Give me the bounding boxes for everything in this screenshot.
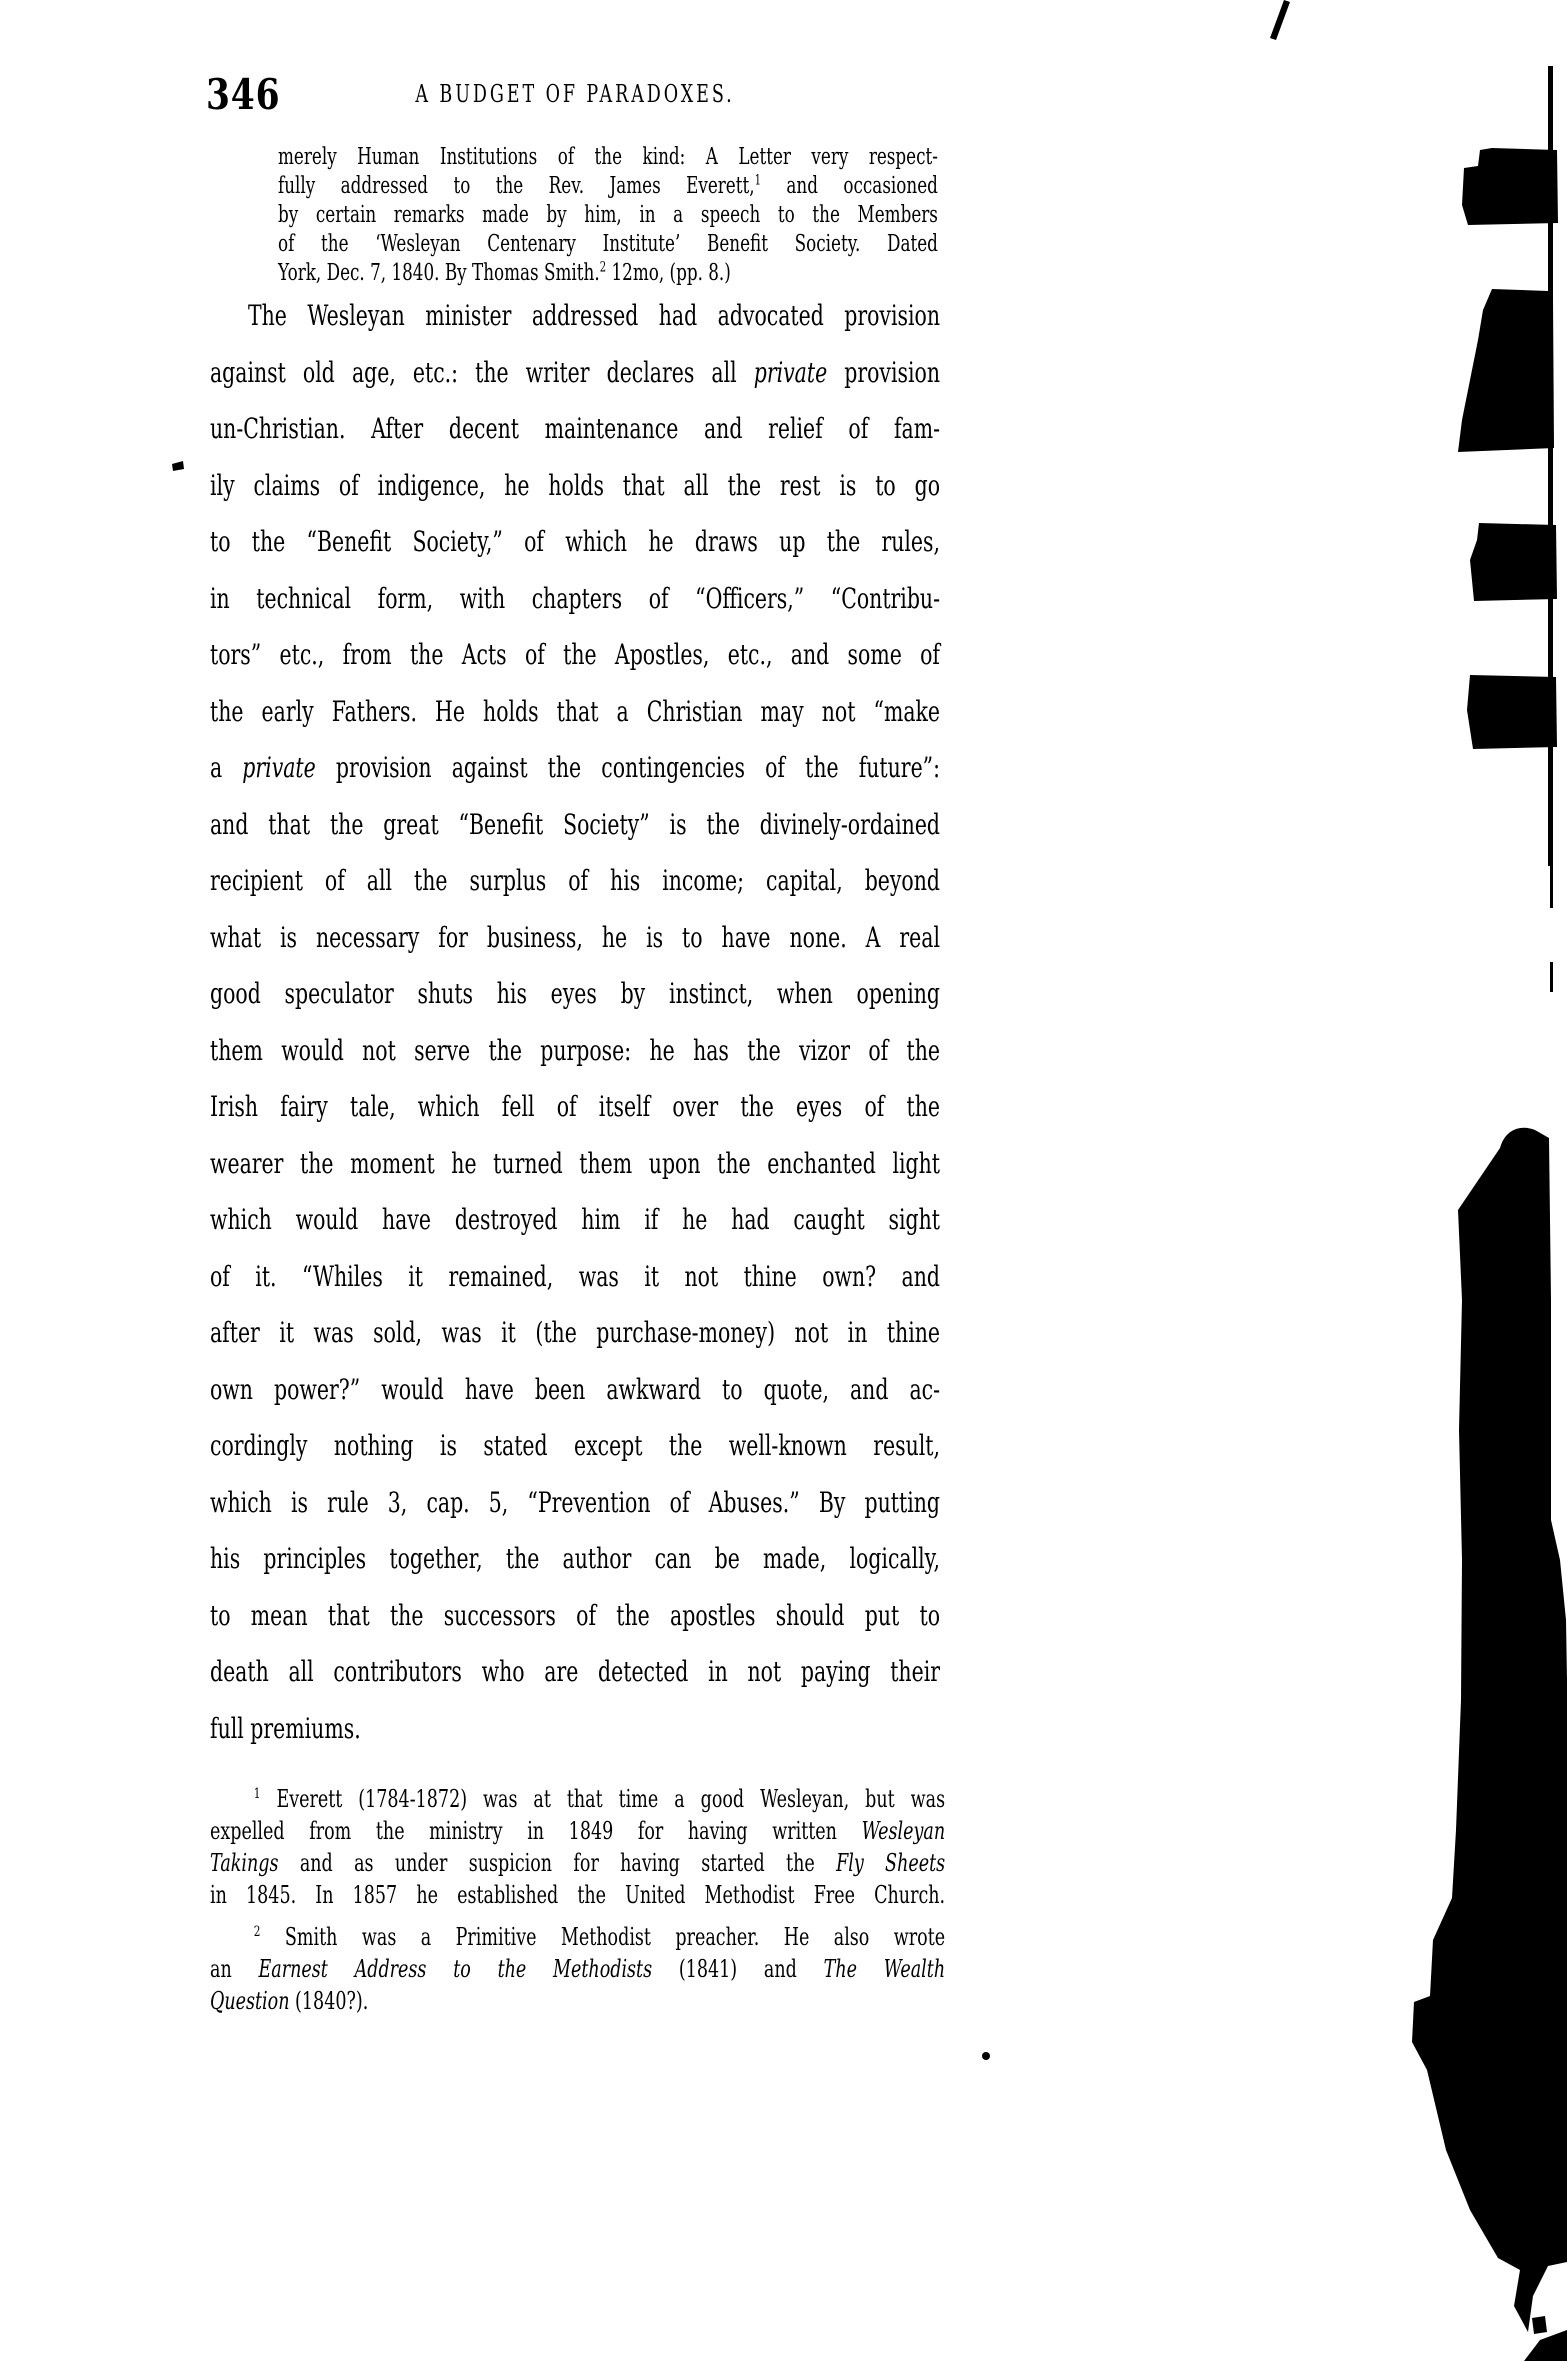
page-number: 346 [206, 70, 281, 119]
ink-corner-bottom [1524, 2330, 1567, 2361]
footnote-line: an Earnest Address to the Methodists (1841) and The Wealth [210, 1955, 946, 1983]
body-line: good speculator shuts his eyes by instinct, when opening [210, 977, 940, 1010]
citation-line: York, Dec. 7, 1840. By Thomas Smith.$^2$ 12mo, (pp. 8.) [278, 259, 731, 286]
body-line: against old age, etc.: the writer declares all private provision [210, 355, 940, 389]
footnote-line: Takings and as under suspicion for having started the Fly Sheets [210, 1849, 946, 1877]
right-edge-line [1548, 66, 1553, 866]
body-line: what is necessary for business, he is to have none. A real [210, 920, 940, 954]
top-slash-mark [1270, 0, 1290, 40]
margin-dash [172, 461, 184, 471]
body-line: to the “Benefit Society,” of which he draws up the rules, [210, 525, 940, 558]
body-line: which would have destroyed him if he had caught sight [210, 1203, 940, 1236]
body-line: after it was sold, was it (the purchase-money) not in thine [210, 1316, 940, 1349]
body-line: in technical form, with chapters of “Officers,” “Contribu- [210, 581, 940, 615]
right-edge-line-tail [1550, 866, 1553, 908]
body-line: The Wesleyan minister addressed had advocated provision [247, 299, 941, 332]
body-line: ily claims of indigence, he holds that all the rest is to go [210, 468, 940, 502]
citation-line: fully addressed to the Rev. James Everett,$^1$ and occasioned [278, 172, 938, 199]
body-line: death all contributors who are detected in not paying their [210, 1655, 940, 1688]
footnote-line: $^1$ Everett (1784-1872) was at that time a good Wesleyan, but was [253, 1785, 946, 1813]
body-paragraph [210, 288, 940, 1757]
right-edge-line-segment [1550, 962, 1553, 992]
stray-dot [982, 2052, 990, 2060]
body-line: un-Christian. After decent maintenance and relief of fam- [210, 412, 940, 445]
ink-blob-2 [1458, 289, 1554, 452]
citation-block [278, 143, 938, 288]
body-line: tors” etc., from the Acts of the Apostles, etc., and some of [210, 638, 940, 671]
ink-blob-3 [1470, 523, 1557, 601]
footnote-1 [210, 1783, 945, 1911]
citation-line: by certain remarks made by him, in a speech to the Members [278, 202, 938, 228]
footnote-line: in 1845. In 1857 he established the United Methodist Free Church. [210, 1881, 946, 1909]
body-line: wearer the moment he turned them upon the enchanted light [210, 1146, 940, 1180]
body-line: which is rule 3, cap. 5, “Prevention of Abuses.” By putting [210, 1485, 940, 1519]
ink-blob-1 [1462, 148, 1558, 225]
footnote-line: expelled from the ministry in 1849 for having written Wesleyan [210, 1817, 946, 1845]
body-line: to mean that the successors of the apostles should put to [210, 1598, 940, 1632]
body-line: full premiums. [210, 1711, 361, 1745]
body-line: recipient of all the surplus of his income; capital, beyond [210, 864, 940, 897]
citation-line: of the ‘Wesleyan Centenary Institute’ Benefit Society. Dated [278, 231, 938, 257]
body-line: cordingly nothing is stated except the well-known result, [210, 1429, 940, 1462]
ink-blob-4 [1467, 675, 1557, 749]
body-line: the early Fathers. He holds that a Christian may not “make [210, 694, 940, 728]
footnote-2 [210, 1921, 945, 2017]
ink-fleck [1532, 2316, 1547, 2334]
running-header: A BUDGET OF PARADOXES. [415, 80, 735, 108]
ink-blob-large [1412, 1128, 1567, 2332]
body-line: own power?” would have been awkward to quote, and ac- [210, 1372, 940, 1406]
footnote-line: $^2$ Smith was a Primitive Methodist preacher. He also wrote [253, 1923, 946, 1951]
body-line: his principles together, the author can be made, logically, [210, 1542, 940, 1575]
body-line: Irish fairy tale, which fell of itself over the eyes of the [210, 1090, 940, 1123]
citation-line: merely Human Institutions of the kind: A Letter very respect- [278, 144, 938, 170]
body-line: and that the great “Benefit Society” is the divinely-ordained [210, 807, 940, 841]
body-line: them would not serve the purpose: he has the vizor of the [210, 1033, 940, 1067]
body-line: a private provision against the contingencies of the future”: [210, 751, 941, 784]
body-line: of it. “Whiles it remained, was it not thine own? and [210, 1259, 940, 1293]
footnote-line: Question (1840?). [210, 1987, 369, 2015]
